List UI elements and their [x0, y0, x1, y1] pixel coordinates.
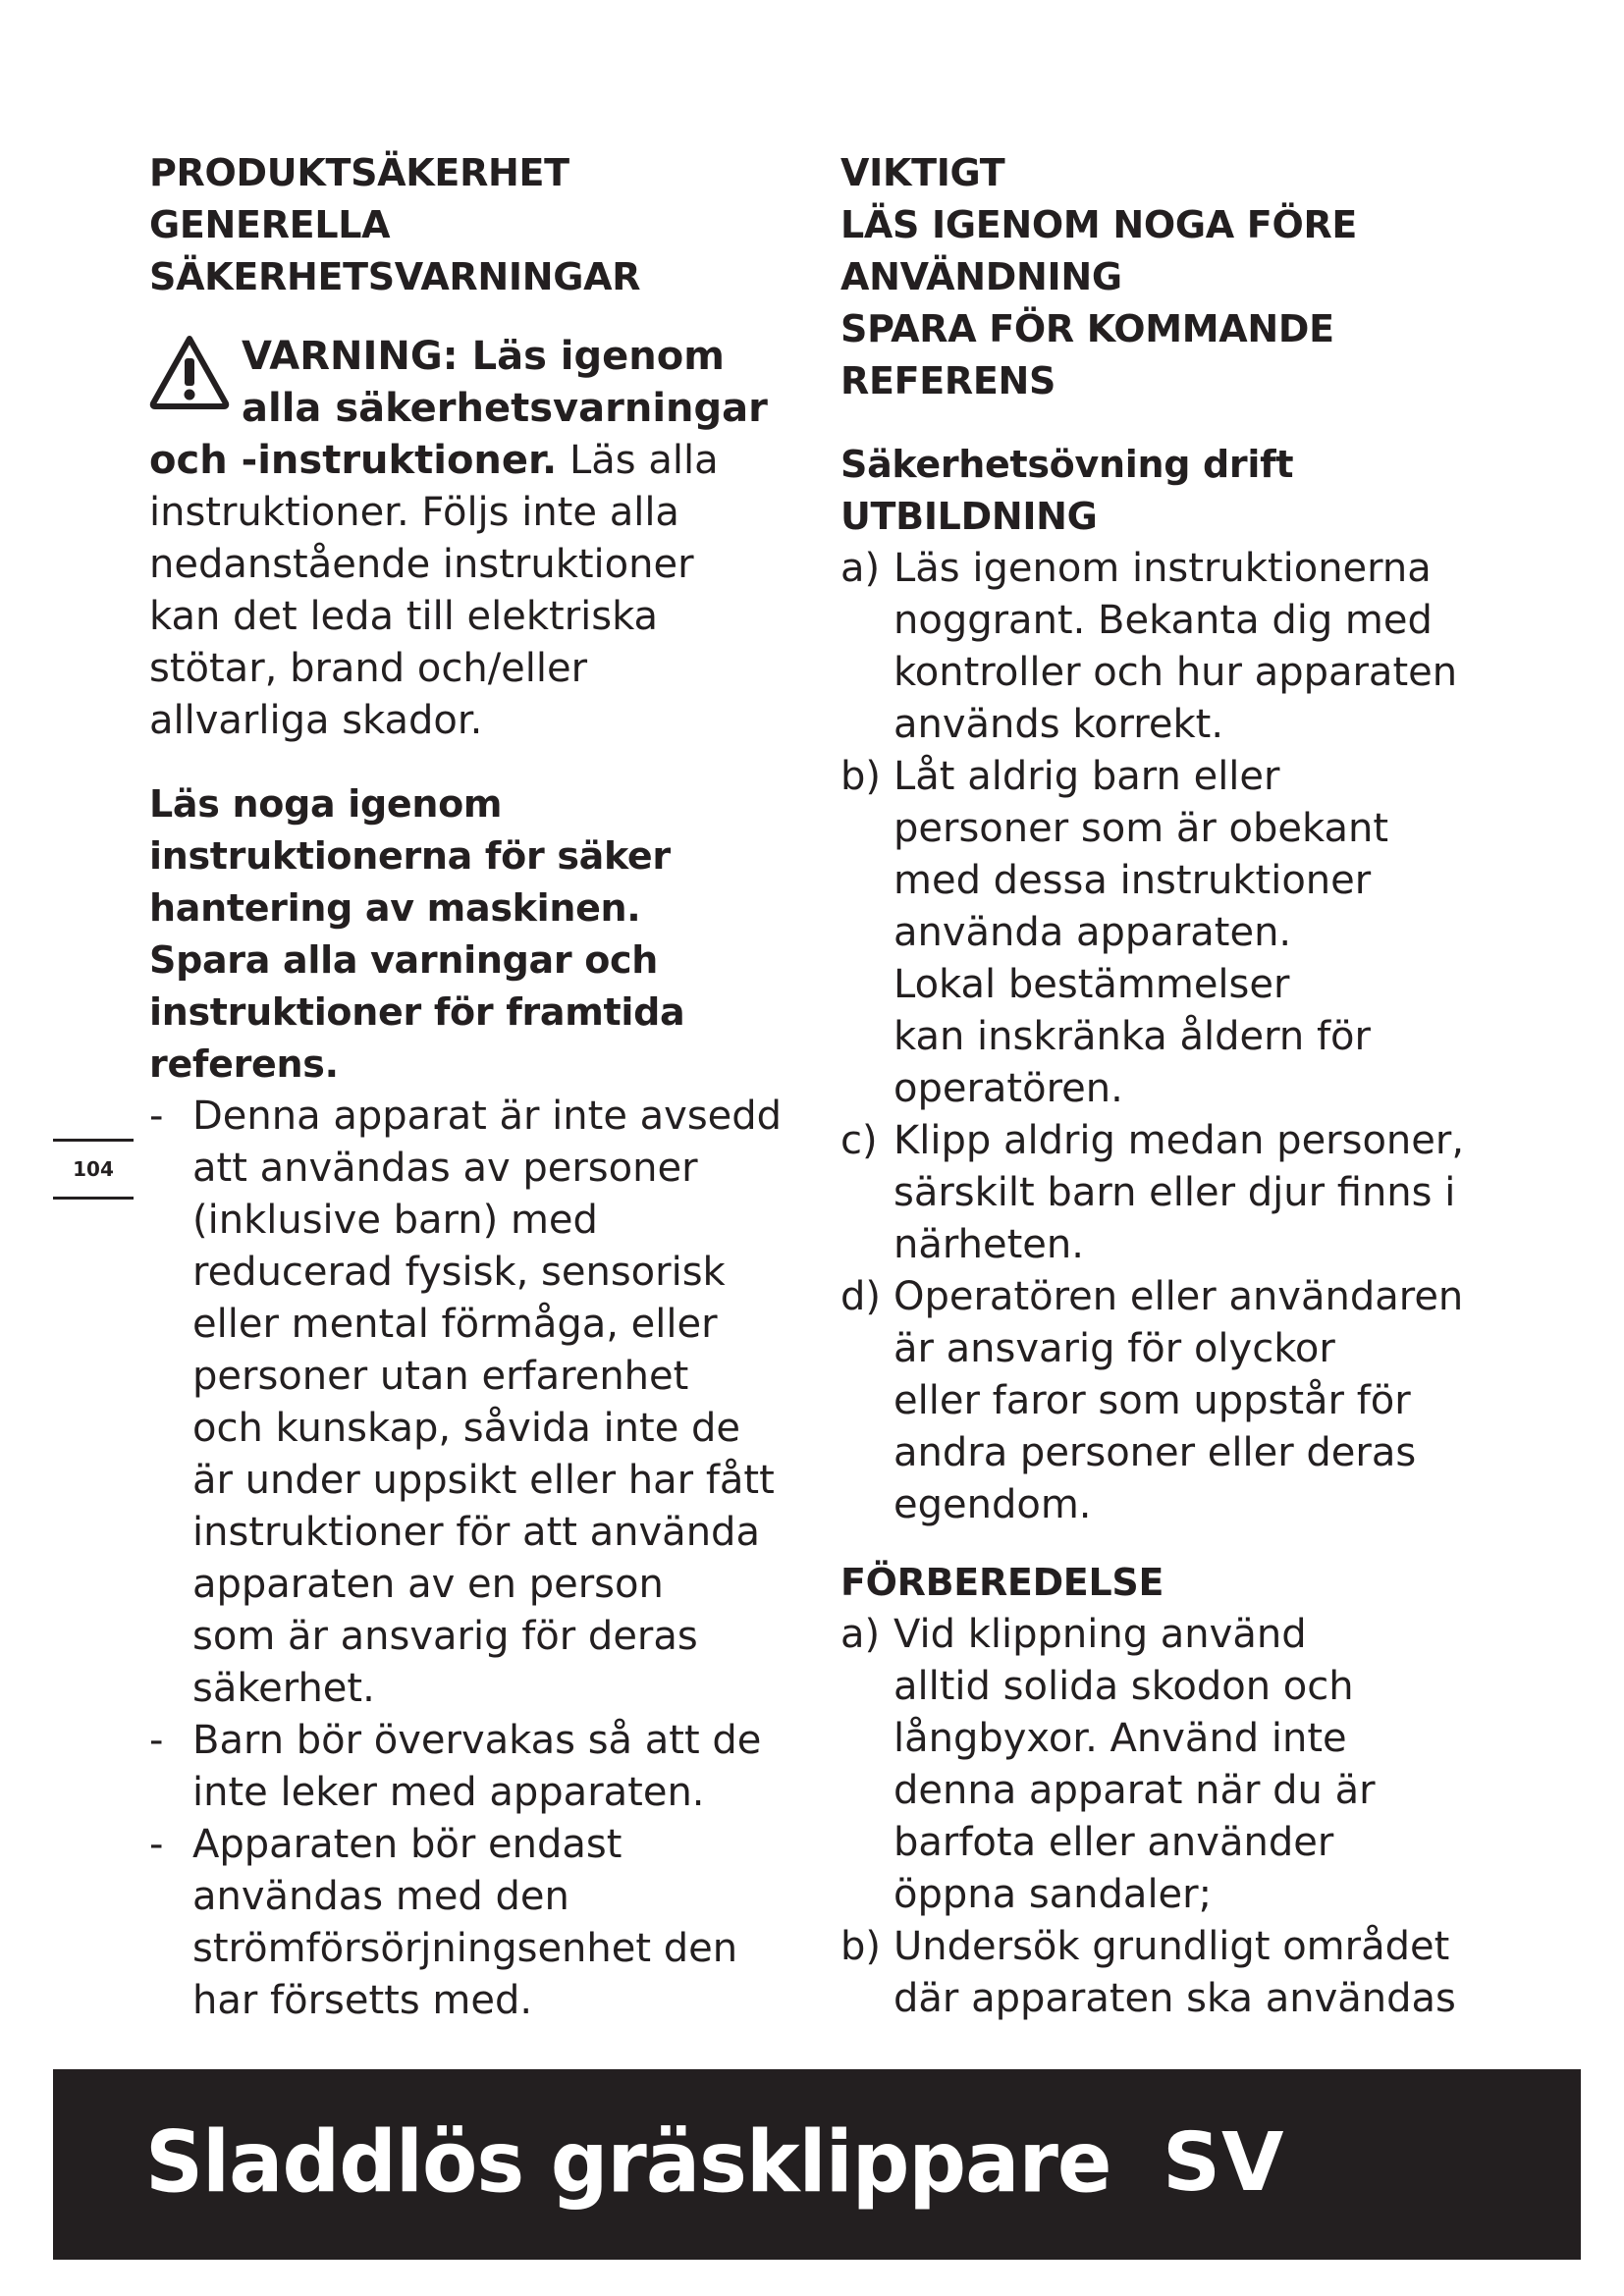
- list-line: Läs igenom instruktionerna: [893, 546, 1432, 591]
- right-column: [840, 147, 1508, 2025]
- list-item: [149, 1819, 817, 2027]
- warning-title-line: VARNING: Läs igenom: [242, 334, 725, 379]
- list-line: Låt aldrig barn eller: [893, 754, 1280, 799]
- list-line: särskilt barn eller djur finns i: [893, 1170, 1456, 1215]
- dash-list: [149, 1091, 817, 2027]
- warning-title-line: alla säkerhetsvarningar: [242, 386, 768, 431]
- list-line: inte leker med apparaten.: [192, 1770, 705, 1815]
- list-line: kontroller och hur apparaten: [893, 650, 1458, 695]
- list-line: egendom.: [893, 1482, 1092, 1527]
- list-item: [149, 1091, 817, 1715]
- bold-line: instruktioner för framtida: [149, 990, 685, 1034]
- language-code: SV: [1163, 2116, 1285, 2210]
- list-marker: d): [840, 1274, 881, 1319]
- list-marker: -: [149, 1822, 164, 1867]
- list-line: denna apparat när du är: [893, 1768, 1376, 1813]
- list-line: (inklusive barn) med: [192, 1198, 598, 1243]
- bold-line: referens.: [149, 1042, 339, 1086]
- list-item: [840, 543, 1508, 751]
- list-line: Vid klippning använd: [893, 1612, 1307, 1657]
- list-line: apparaten av en person: [192, 1562, 664, 1607]
- warning-mixed-line: [149, 435, 817, 487]
- list-line: användas med den: [192, 1874, 569, 1919]
- list-line: är under uppsikt eller har fått: [192, 1458, 775, 1503]
- section-heading-important: [840, 147, 1508, 407]
- list-line: med dessa instruktioner: [893, 858, 1372, 903]
- text-line: stötar, brand och/eller: [149, 646, 588, 691]
- list-marker: a): [840, 546, 881, 591]
- list-line: har försetts med.: [192, 1978, 533, 2023]
- bold-line: hantering av maskinen.: [149, 886, 641, 930]
- list-line: Operatören eller användaren: [893, 1274, 1464, 1319]
- preparation-list: [840, 1609, 1508, 2025]
- text-line: allvarliga skador.: [149, 698, 483, 743]
- list-marker: a): [840, 1612, 881, 1657]
- list-line: barfota eller använder: [893, 1820, 1334, 1865]
- list-line: strömförsörjningsenhet den: [192, 1926, 738, 1971]
- text-line: instruktioner. Följs inte alla: [149, 490, 679, 535]
- text-line: nedanstående instruktioner: [149, 542, 694, 587]
- list-marker: -: [149, 1094, 164, 1139]
- list-line: närheten.: [893, 1222, 1084, 1267]
- footer-bar: [53, 2069, 1581, 2260]
- list-line: eller faror som uppstår för: [893, 1378, 1411, 1423]
- warning-block: [149, 331, 817, 747]
- list-line: Barn bör övervakas så att de: [192, 1718, 762, 1763]
- list-item: [840, 751, 1508, 1115]
- list-line: Undersök grundligt området: [893, 1924, 1450, 1969]
- list-line: Denna apparat är inte avsedd: [192, 1094, 783, 1139]
- bold-line: Läs noga igenom: [149, 782, 503, 826]
- list-line: noggrant. Bekanta dig med: [893, 598, 1433, 643]
- list-item: [840, 1921, 1508, 2025]
- heading-line: LÄS IGENOM NOGA FÖRE: [840, 203, 1358, 246]
- list-line: och kunskap, såvida inte de: [192, 1406, 741, 1451]
- list-line: alltid solida skodon och: [893, 1664, 1354, 1709]
- list-line: säkerhet.: [192, 1666, 375, 1711]
- list-line: använda apparaten.: [893, 910, 1292, 955]
- heading-line: PRODUKTSÄKERHET: [149, 151, 569, 194]
- heading-line: Säkerhetsövning drift: [840, 443, 1294, 486]
- list-marker: b): [840, 1924, 881, 1969]
- list-line: personer som är obekant: [893, 806, 1389, 851]
- text-line: kan det leda till elektriska: [149, 594, 659, 639]
- section-heading-product-safety: [149, 147, 817, 303]
- heading-line: SÄKERHETSVARNINGAR: [149, 255, 641, 298]
- list-line: att användas av personer: [192, 1146, 698, 1191]
- list-line: är ansvarig för olyckor: [893, 1326, 1335, 1371]
- list-item: [840, 1271, 1508, 1531]
- list-item: [149, 1715, 817, 1819]
- heading-line: GENERELLA: [149, 203, 391, 246]
- list-item: [840, 1609, 1508, 1921]
- product-title: Sladdlös gräsklippare: [145, 2113, 1111, 2213]
- list-marker: b): [840, 754, 881, 799]
- left-column: [149, 147, 817, 2027]
- list-line: Klipp aldrig medan personer,: [893, 1118, 1465, 1163]
- list-line: används korrekt.: [893, 702, 1224, 747]
- heading-line: ANVÄNDNING: [840, 255, 1122, 298]
- list-line: Lokal bestämmelser: [893, 962, 1290, 1007]
- heading-line: REFERENS: [840, 359, 1056, 402]
- heading-line: SPARA FÖR KOMMANDE: [840, 307, 1334, 350]
- heading-line: FÖRBEREDELSE: [840, 1561, 1164, 1604]
- list-marker: c): [840, 1118, 878, 1163]
- bold-line: instruktionerna för säker: [149, 834, 671, 878]
- list-line: kan inskränka åldern för: [893, 1014, 1371, 1059]
- list-line: Apparaten bör endast: [192, 1822, 623, 1867]
- list-line: andra personer eller deras: [893, 1430, 1417, 1475]
- list-line: personer utan erfarenhet: [192, 1354, 689, 1399]
- heading-line: VIKTIGT: [840, 151, 1005, 194]
- section-heading-preparation: [840, 1557, 1508, 1609]
- section-heading-training: [840, 439, 1508, 543]
- list-marker: -: [149, 1718, 164, 1763]
- list-line: som är ansvarig för deras: [192, 1614, 698, 1659]
- list-item: [840, 1115, 1508, 1271]
- page-number: 104: [53, 1139, 134, 1200]
- warning-triangle-icon: [149, 335, 230, 409]
- list-line: långbyxor. Använd inte: [893, 1716, 1347, 1761]
- bold-line: Spara alla varningar och: [149, 938, 658, 982]
- heading-line: UTBILDNING: [840, 495, 1098, 538]
- warning-text-start: Läs alla: [557, 438, 719, 483]
- warning-title-tail: och -instruktioner.: [149, 438, 558, 483]
- list-line: eller mental förmåga, eller: [192, 1302, 718, 1347]
- training-list: [840, 543, 1508, 1531]
- list-line: där apparaten ska användas: [893, 1976, 1456, 2021]
- list-line: öppna sandaler;: [893, 1872, 1213, 1917]
- warning-text: [149, 487, 817, 747]
- bold-instruction-paragraph: [149, 778, 817, 1091]
- list-line: instruktioner för att använda: [192, 1510, 760, 1555]
- list-line: reducerad fysisk, sensorisk: [192, 1250, 726, 1295]
- list-line: operatören.: [893, 1066, 1123, 1111]
